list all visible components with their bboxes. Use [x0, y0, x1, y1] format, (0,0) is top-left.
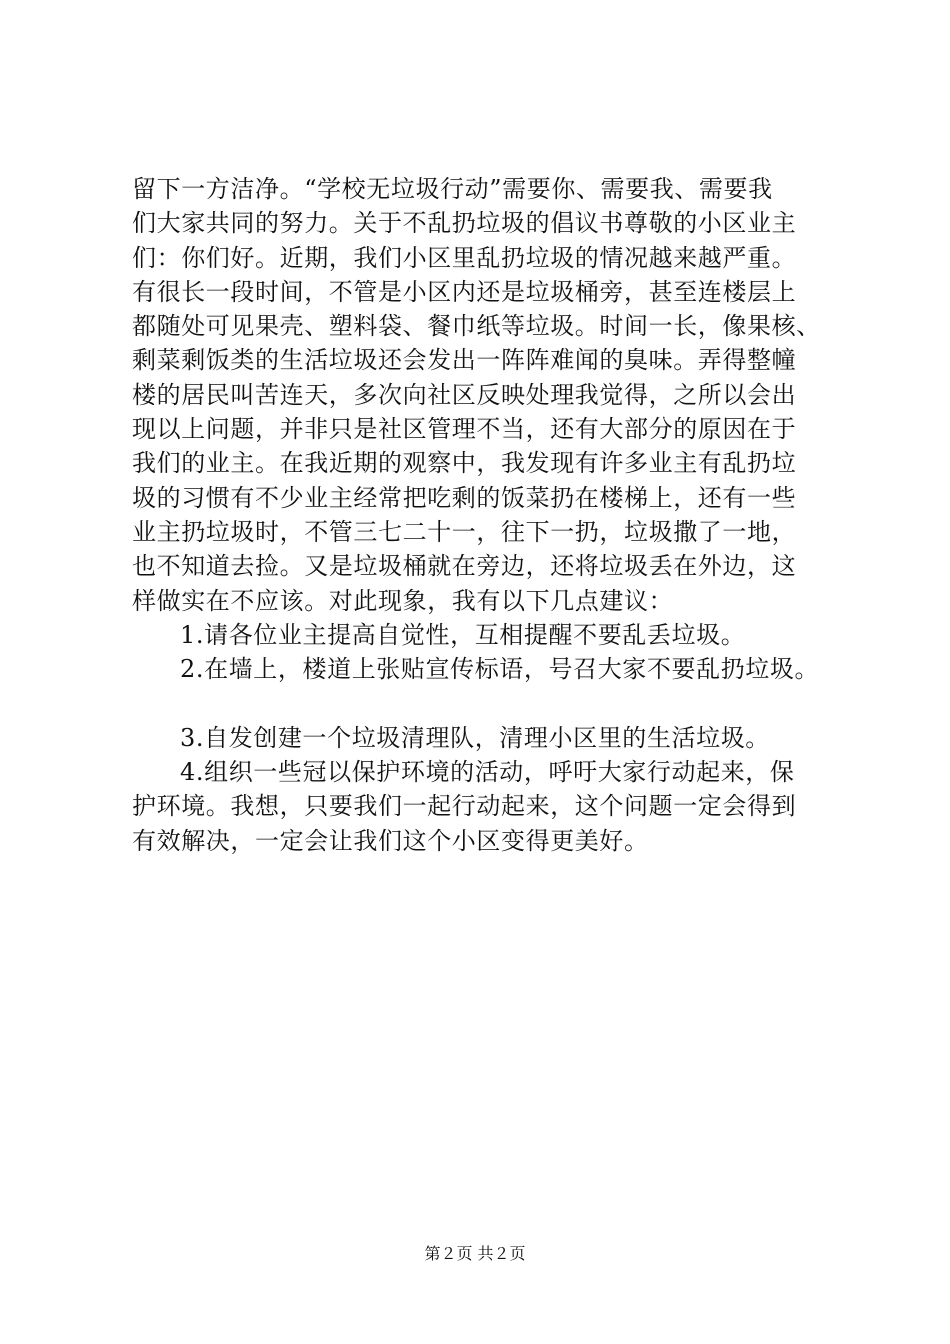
body-line-20: 有效解决，一定会让我们这个小区变得更美好。 [132, 826, 649, 855]
suggestion-item-2: 2.在墙上，楼道上张贴宣传标语，号召大家不要乱扔垃圾。 [180, 655, 820, 684]
body-line-7: 楼的居民叫苦连天，多次向社区反映处理我觉得，之所以会出 [132, 380, 797, 409]
body-line-19: 护环境。我想，只要我们一起行动起来，这个问题一定会得到 [132, 792, 797, 821]
blank-line [132, 686, 832, 720]
page-number-footer: 第２页 共２页 [424, 1244, 526, 1263]
body-line-1: 留下一方洁净。“学校无垃圾行动”需要你、需要我、需要我 [132, 175, 773, 203]
body-line-13: 样做实在不应该。对此现象，我有以下几点建议： [132, 586, 674, 615]
suggestion-item-3: 3.自发创建一个垃圾清理队，清理小区里的生活垃圾。 [180, 723, 770, 752]
body-line-6: 剩菜剩饭类的生活垃圾还会发出一阵阵难闻的臭味。弄得整幢 [132, 346, 797, 375]
body-line-12: 也不知道去捡。又是垃圾桶就在旁边，还将垃圾丢在外边，这 [132, 552, 797, 581]
document-body [132, 172, 832, 858]
body-line-3: 们：你们好。近期，我们小区里乱扔垃圾的情况越来越严重。 [132, 243, 797, 272]
body-line-11: 业主扔垃圾时，不管三七二十一，往下一扔，垃圾撒了一地， [132, 517, 797, 546]
body-line-9: 我们的业主。在我近期的观察中，我发现有许多业主有乱扔垃 [132, 449, 797, 478]
suggestion-item-4: 4.组织一些冠以保护环境的活动，呼吁大家行动起来，保 [180, 758, 795, 787]
body-line-4: 有很长一段时间，不管是小区内还是垃圾桶旁，甚至连楼层上 [132, 277, 797, 306]
body-line-2: 们大家共同的努力。关于不乱扔垃圾的倡议书尊敬的小区业主 [132, 209, 797, 238]
body-line-8: 现以上问题，并非只是社区管理不当，还有大部分的原因在于 [132, 415, 797, 444]
suggestion-item-1: 1.请各位业主提高自觉性，互相提醒不要乱丢垃圾。 [180, 620, 746, 649]
body-line-5: 都随处可见果壳、塑料袋、餐巾纸等垃圾。时间一长，像果核、 [132, 312, 821, 341]
body-line-10: 圾的习惯有不少业主经常把吃剩的饭菜扔在楼梯上，还有一些 [132, 483, 797, 512]
